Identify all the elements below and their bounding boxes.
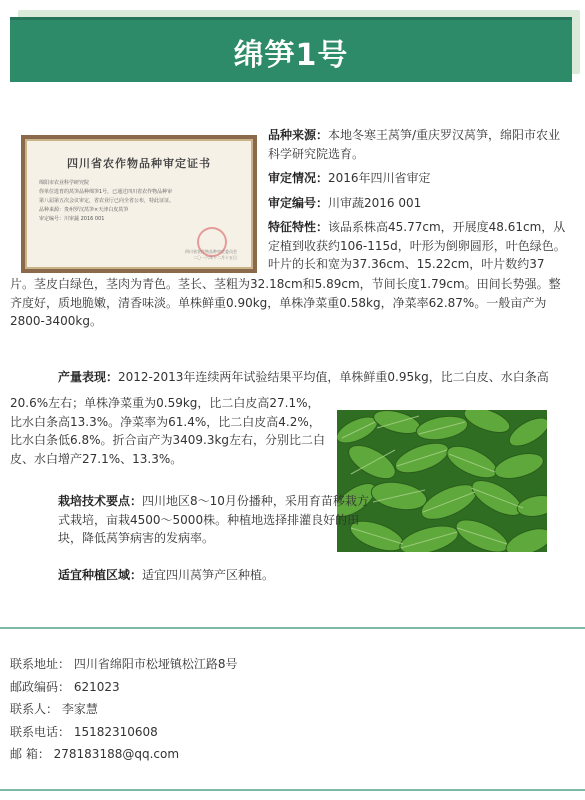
approval-status bbox=[268, 169, 570, 188]
certificate-line: 你单位选育的莴笋品种绵笋1号，已通过四川省农作物品种审 bbox=[39, 189, 173, 195]
divider-top bbox=[0, 627, 585, 629]
approval-status-label: 审定情况： bbox=[268, 171, 329, 185]
contact-postcode: 邮政编码： 621023 bbox=[10, 679, 120, 694]
yield-performance-text: 2012-2013年连续两年试验结果平均值，单株鲜重0.95kg，比二白皮、水白条高 bbox=[118, 370, 549, 384]
suitable-region-label: 适宜种植区域： bbox=[58, 568, 143, 582]
certificate-title: 四川省农作物品种审定证书 bbox=[67, 157, 211, 170]
approval-code bbox=[268, 194, 570, 213]
contact-email[interactable]: 邮 箱： 278183188@qq.com bbox=[10, 747, 180, 761]
cultivation-tips-text: 四川地区8～10月份播种，采用育苗移栽方式栽培，亩栽4500～5000株。种植地选择排灌良好的田块，降低莴笋病害的发病率。 bbox=[58, 494, 369, 545]
variety-source-label: 品种来源： bbox=[268, 128, 329, 142]
cultivation-tips-label: 栽培技术要点： bbox=[58, 494, 143, 508]
traits-text: 该品系株高45.77cm，开展度48.61cm，从定植到收获约106-115d，叶形为倒卵圆形，叶色绿色。叶片的长和宽为37.36cm、15.22cm，叶片数约37 bbox=[268, 220, 566, 271]
certificate-line: 审定编号：川审蔬 2016 001 bbox=[39, 216, 105, 222]
traits bbox=[268, 218, 570, 274]
contact-info bbox=[10, 653, 237, 766]
page-title: 绵笋1号 bbox=[233, 38, 349, 73]
yield-performance-label: 产量表现： bbox=[58, 370, 119, 384]
divider-bottom bbox=[0, 789, 585, 791]
suitable-region bbox=[10, 566, 458, 585]
contact-address: 联系地址： 四川省绵阳市松垭镇松江路8号 bbox=[10, 657, 238, 671]
cultivation-tips bbox=[10, 492, 376, 548]
certificate-date: 二〇一六年十二月十五日 bbox=[193, 255, 237, 260]
approval-code-label: 审定编号： bbox=[268, 195, 329, 210]
certificate-line: 第八届第五次会议审定，省农业厅已向全省公布，特此证证。 bbox=[39, 198, 175, 204]
contact-phone[interactable]: 联系电话： 15182310608 bbox=[10, 724, 158, 739]
contact-person: 联系人： 李家慧 bbox=[10, 702, 98, 716]
variety-source bbox=[268, 126, 570, 163]
variety-source-text: 本地冬寒王莴笋/重庆罗汉莴笋，绵阳市农业科学研究院选育。 bbox=[268, 128, 561, 161]
certificate-paper bbox=[25, 139, 253, 269]
yield-performance bbox=[10, 368, 585, 387]
suitable-region-text: 适宜四川莴笋产区种植。 bbox=[142, 568, 275, 582]
variety-details bbox=[268, 126, 570, 274]
approval-code-text: 川审蔬2016 001 bbox=[328, 195, 422, 210]
approval-status-text: 2016年四川省审定 bbox=[328, 171, 431, 185]
certificate-line: 品种来源：贵州罗汉莴笋×天津白皮莴笋 bbox=[39, 207, 129, 213]
header-banner bbox=[10, 17, 572, 82]
yield-performance-continued: 20.6%左右；单株净菜重为0.59kg，比二白皮高27.1%，比水白条高13.3%。净菜率为61.4%，比二白皮高4.2%，比水白条低6.8%。折合亩产为3409.3kg左右，分别比二白皮、水白增产27.1%、13.3%。 bbox=[10, 396, 326, 466]
traits-label: 特征特性： bbox=[268, 220, 329, 234]
certificate-body bbox=[39, 179, 239, 224]
traits-continued: 片。茎皮白绿色，茎肉为青色。茎长、茎粗为32.18cm和5.89cm，节间长度1.79cm。田间长势强。整齐度好，质地脆嫩，清香味淡。单株鲜重0.90kg，单株净菜重0.58kg，净菜率62.87%。一般亩产为2800-3400kg。 bbox=[10, 277, 561, 328]
certificate-footer bbox=[185, 249, 237, 261]
certificate-issuer: 四川省农作物品种审定委员会 bbox=[185, 249, 237, 254]
certificate-line: 绵阳市农业科学研究院 bbox=[39, 180, 90, 186]
certificate-image bbox=[21, 135, 257, 273]
